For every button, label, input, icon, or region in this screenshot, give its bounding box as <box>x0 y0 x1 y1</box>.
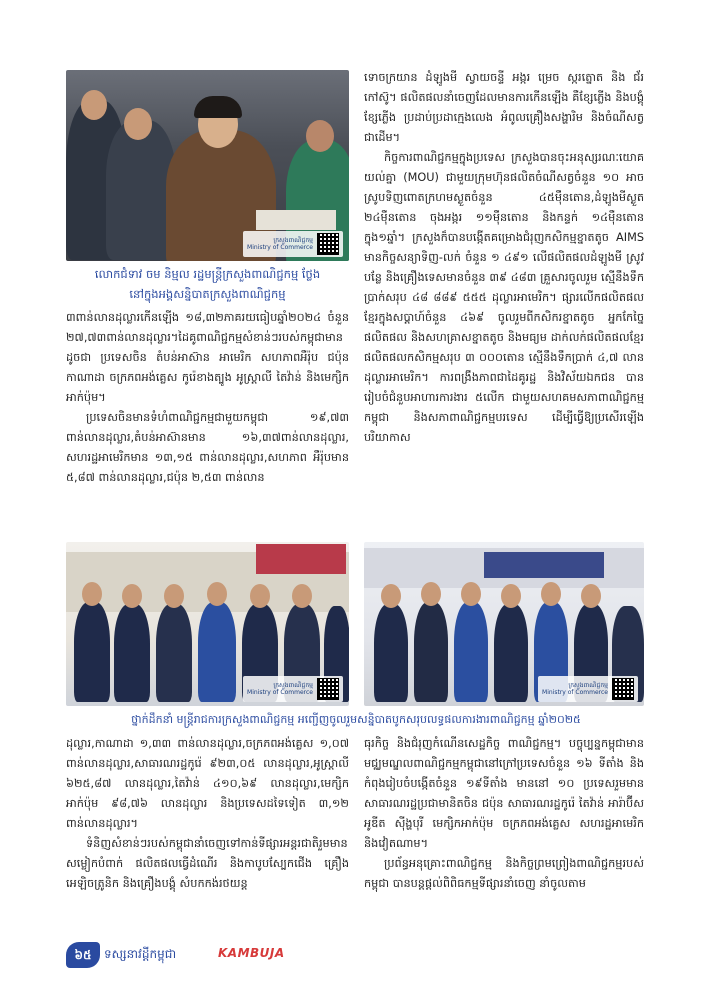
caption-line-1: លោកជំទាវ ចម និម្មល រដ្ឋមន្ត្រីក្រសួងពាណិជ្ជកម្ម ថ្លែង <box>94 267 321 281</box>
watermark-km: ក្រសួងពាណិជ្ជកម្ម <box>568 682 608 689</box>
paragraph: ៣ពាន់លានដុល្លារកើនឡើង ១៨,៣២ភាគរយធៀបឆ្នាំ២០២៤ ចំនួន ២៧,៧៣ពាន់លានដុល្លារ។ដៃគូពាណិជ្ជកម្មសំខាន់ៗរបស់កម្ពុជាមានដូចជា ប្រទេសចិន តំបន់អាស៊ាន អាមេរិក សហភាពអឺរ៉ុប ជប៉ុន កាណាដា ចក្រភពអង់គ្លេស កូរ៉េខាងត្បូង អូស្ត្រាលី តៃវ៉ាន់ និងមេក្សិកអាក់ប៉ុម។ <box>66 311 349 404</box>
paragraph: កិច្ចការពាណិជ្ជកម្មក្នុងប្រទេស ក្រសួងបានចុះអនុស្សរណៈយោគយល់គ្នា (MOU) ជាមួយក្រុមហ៊ុនផលិតចំណីសត្វចំនួន ១០ អាចស្រូបទិញពោតក្រហមស្ងួតចំនួន ៤៥ម៉ឺនតោន,ដំឡូងមីស្ងួត ២៤ម៉ឺនតោន ចុងអង្ករ ១១ម៉ឺនតោន និងកន្ទក់ ១៤ម៉ឺនតោនក្នុង១ឆ្នាំ។ ក្រសួងក៏បានបង្កើតគម្រោងជំរុញកសិកម្មខ្នាតតូច AIMS មានកិច្ចសន្យាទិញ-លក់ ចំនួន ១ ៤៩១ លើផលិតផលដំឡូងមី ស្រូវ បន្លែ និងគ្រឿងទេសមានចំនួន ៣៩ ៤៨៣ គ្រួសារចូលរួម ស្មើនឹងទឹកប្រាក់សរុប ៤៨ ៨៨៩ ៥៥៥ ដុល្លារអាមេរិក។ ផ្សារលើកផលិតផលខ្មែរក្នុងសប្តាហ៍ចំនួន ៤៦៩ ចូលរួមពីកសិករខ្នាតតូច អ្នកកែច្នៃផលិតផល និងសហគ្រាសខ្នាតតូច និងមធ្យម ដាក់លក់ផលិតផលខ្មែរ ផលិតផលកសិកម្មសរុប ៣ ០០០តោន ស្មើនឹងទឹកប្រាក់ ៤,៧ លានដុល្លារអាមេរិក។ ការពង្រឹងភាពជាដៃគូរដ្ឋ និងវិស័យឯកជន បានរៀបចំជំនួបអាហារការងារ ៥លើក ជាមួយសហគមសភាពាណិជ្ជកម្មកម្ពុជា និងសភាពាណិជ្ជកម្មបរទេស ដើម្បីធ្វើឱ្យប្រសើរឡើងបរិយាកាស <box>364 151 644 444</box>
left-column-bottom <box>66 734 349 934</box>
ministry-watermark <box>243 231 343 257</box>
watermark-en: Ministry of Commerce <box>247 244 313 251</box>
photo-caption-top <box>66 264 349 304</box>
watermark-km: ក្រសួងពាណិជ្ជកម្ម <box>273 237 313 244</box>
left-column-top <box>66 308 349 538</box>
caption-line-2: នៅក្នុងអង្គសន្និបាតក្រសួងពាណិជ្ជកម្ម <box>129 287 286 301</box>
paragraph: ទំនិញសំខាន់ៗរបស់កម្ពុជានាំចេញទៅកាន់ទីផ្សារអន្តរជាតិរួមមាន សម្លៀកបំពាក់ ផលិតផលធ្វើដំណើរ និងកាបូបស្បែកជើង គ្រឿងអេឡិចត្រូនិក និងគ្រឿងបង្គុំ សំបកកង់រថយន្ត <box>66 837 349 890</box>
group-photo-right <box>364 542 644 706</box>
watermark-en: Ministry of Commerce <box>247 689 313 696</box>
paragraph: ប្រទេសចិនមានទំហំពាណិជ្ជកម្មជាមួយកម្ពុជា ១៩,៧៣ ពាន់លានដុល្លារ,តំបន់អាស៊ានមាន ១៦,៣៧ពាន់លានដុល្លារ, សហរដ្ឋអាមេរិកមាន ១៣,១៥ ពាន់លានដុល្លារ,សហភាព អឺរ៉ុបមាន ៥,៨៧ ពាន់លានដុល្លារ,ជប៉ុន ២,៥៣ ពាន់លាន <box>66 411 349 484</box>
right-column-bottom <box>364 734 644 966</box>
qr-code-icon <box>317 233 339 255</box>
paragraph: ប្រព័ន្ធអនុគ្រោះពាណិជ្ជកម្ម និងកិច្ចព្រមព្រៀងពាណិជ្ជកម្មរបស់កម្ពុជា បានបន្តផ្តល់ពិពិធកម្មទីផ្សារនាំចេញ នាំចូលតាម <box>364 857 644 890</box>
right-column-top <box>364 68 644 538</box>
magazine-brand: KAMBUJA <box>218 946 285 960</box>
qr-code-icon <box>612 678 634 700</box>
paragraph: ទោចក្រយាន ដំឡូងមី ស្វាយចន្ទី អង្ករ ម្រេច ស្ករត្នោត និង ជ័រកៅស៊ូ។ ផលិតផលនាំចេញដែលមានការកើនឡើង គឺខ្សែភ្លើង និងបង្គុំខ្សែភ្លើង ប្រដាប់ប្រដាក្មេងលេង អំពូលគ្រឿងសង្ហារិម និងចំណីសត្វជាដើម។ <box>364 71 644 144</box>
watermark-km: ក្រសួងពាណិជ្ជកម្ម <box>273 682 313 689</box>
paragraph: ដុល្លារ,កាណាដា ១,៣៣ ពាន់លានដុល្លារ,ចក្រភពអង់គ្លេស ១,០៧ ពាន់លានដុល្លារ,សាធារណរដ្ឋកូរ៉េ ៩២៣,០៥ លានដុល្លារ,អូស្ត្រាលី ៦២៥,៨៧ លានដុល្លារ,តៃវ៉ាន់ ៤១០,៦៩ លានដុល្លារ,មេក្សិកអាក់ប៉ុម ៩៨,៧៦ លានដុល្លារ និងប្រទេសដទៃទៀត ៣,១២ ពាន់លានដុល្លារ។ <box>66 737 349 830</box>
page-number: ៦៥ <box>66 942 100 968</box>
magazine-title: ទស្សនាវដ្តីកម្ពុជា <box>104 947 177 961</box>
ministry-watermark <box>243 676 343 702</box>
ministry-watermark <box>538 676 638 702</box>
photo-caption-bottom: ថ្នាក់ដឹកនាំ មន្ត្រីរាជការក្រសួងពាណិជ្ជកម្ម អញ្ជើញចូលរួមសន្និបាតបូកសរុបលទ្ធផលការងារពាណិជ្ជកម្ម ឆ្នាំ២០២៥ <box>131 713 581 726</box>
group-photo-left <box>66 542 349 706</box>
watermark-en: Ministry of Commerce <box>542 689 608 696</box>
qr-code-icon <box>317 678 339 700</box>
speaker-photo <box>66 70 349 261</box>
paragraph: ធុរកិច្ច និងជំរុញកំណើនសេដ្ឋកិច្ច ពាណិជ្ជកម្ម។ បច្ចុប្បន្នកម្ពុជាមានមជ្ឈមណ្ឌលពាណិជ្ជកម្មកម្ពុជានៅក្រៅប្រទេសចំនួន ១៦ ទីតាំង និងកំពុងរៀបចំបង្កើតចំនួន ១៩ទីតាំង មាននៅ ១០ ប្រទេសរួមមាន សាធារណរដ្ឋប្រជាមានិតចិន ជប៉ុន សាធារណរដ្ឋកូរ៉េ តៃវ៉ាន់ អារ៉ាប៊ីសអូឌីត ស៊ីង្ហបុរី មេក្សិកអាក់ប៉ុម ចក្រភពអង់គ្លេស សហរដ្ឋអាមេរិក និងវៀតណាម។ <box>364 737 644 850</box>
